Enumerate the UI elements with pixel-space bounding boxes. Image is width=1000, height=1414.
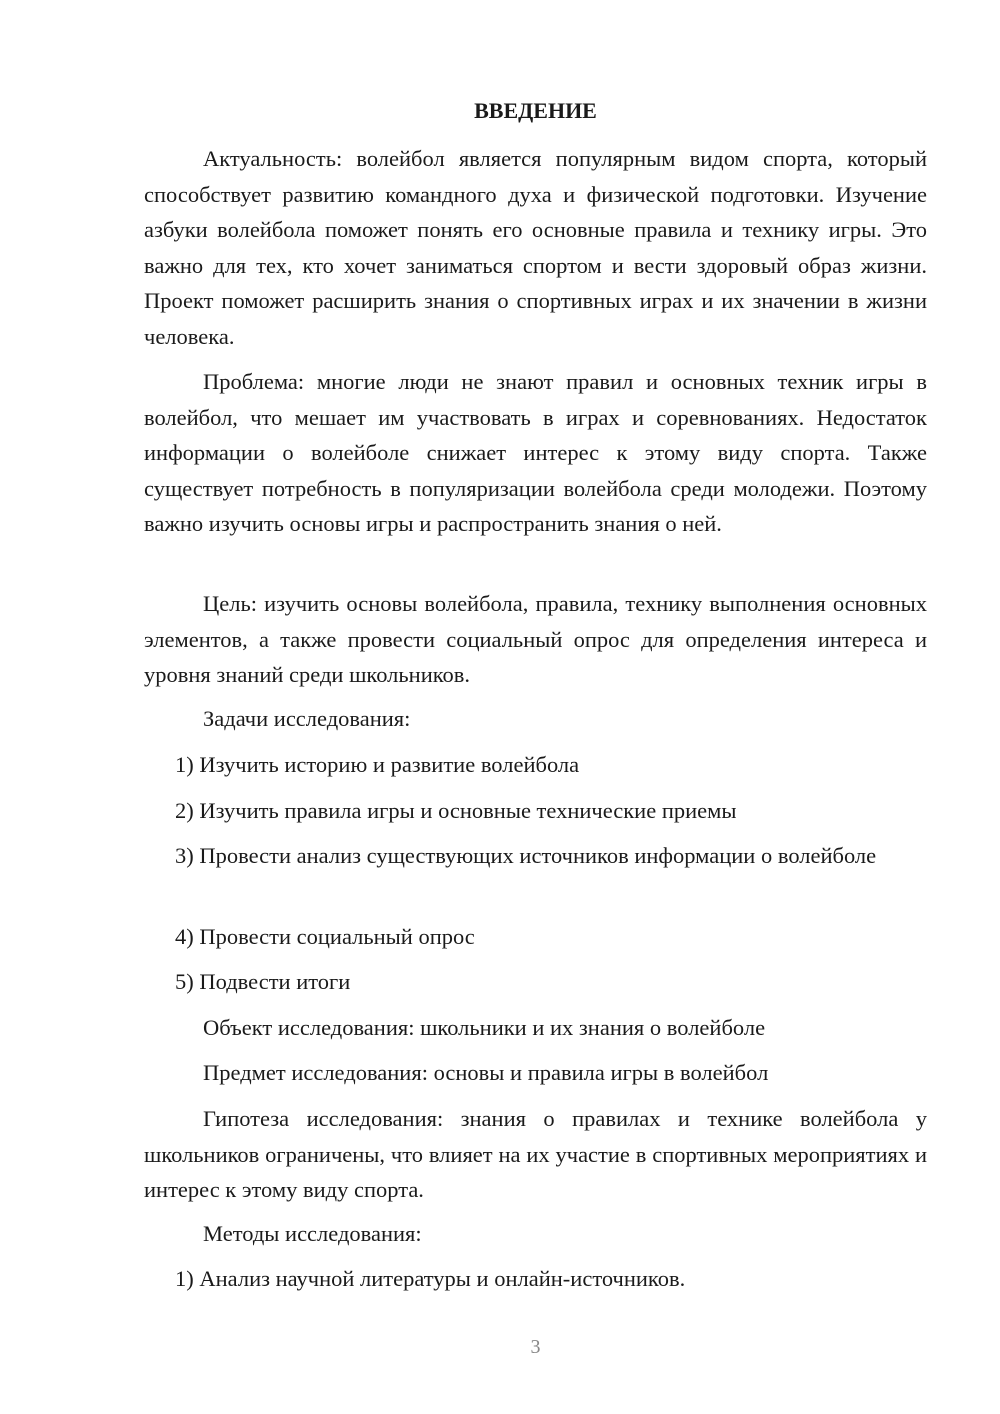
subject-paragraph: Предмет исследования: основы и правила игры в волейбол <box>203 1060 769 1085</box>
problem-paragraph: Проблема: многие люди не знают правил и основных техник игры в волейбол, что мешает им участвовать в играх и соревнованиях. Недостаток информации о волейболе снижает интерес к этому виду спорта. Также существует потребность в популяризации волейбола среди молодежи. Поэтому важно изучить основы игры и распространить знания о ней. <box>144 369 927 536</box>
list-item: 1) Изучить историю и развитие волейбола <box>175 752 580 777</box>
list-item: 5) Подвести итоги <box>175 969 351 994</box>
section-title: ВВЕДЕНИЕ <box>474 98 597 123</box>
object-paragraph: Объект исследования: школьники и их знания о волейболе <box>203 1015 766 1040</box>
methods-heading: Методы исследования: <box>203 1221 422 1246</box>
document-page <box>144 0 927 1414</box>
page-number: 3 <box>530 1336 541 1358</box>
tasks-heading: Задачи исследования: <box>203 706 411 731</box>
list-item: 2) Изучить правила игры и основные технические приемы <box>175 798 737 823</box>
list-item: 4) Провести социальный опрос <box>175 924 475 949</box>
goal-paragraph: Цель: изучить основы волейбола, правила, технику выполнения основных элементов, а также провести социальный опрос для определения интереса и уровня знаний среди школьников. <box>144 591 927 687</box>
list-item: 1) Анализ научной литературы и онлайн-источников. <box>175 1266 686 1291</box>
list-item: 3) Провести анализ существующих источников информации о волейболе <box>175 843 877 868</box>
relevance-paragraph: Актуальность: волейбол является популярным видом спорта, который способствует развитию командного духа и физической подготовки. Изучение азбуки волейбола поможет понять его основные правила и технику игры. Это важно для тех, кто хочет заниматься спортом и вести здоровый образ жизни. Проект поможет расширить знания о спортивных играх и их значении в жизни человека. <box>144 146 927 349</box>
hypothesis-paragraph: Гипотеза исследования: знания о правилах и технике волейбола у школьников ограничены, что влияет на их участие в спортивных мероприятиях и интерес к этому виду спорта. <box>144 1106 927 1202</box>
